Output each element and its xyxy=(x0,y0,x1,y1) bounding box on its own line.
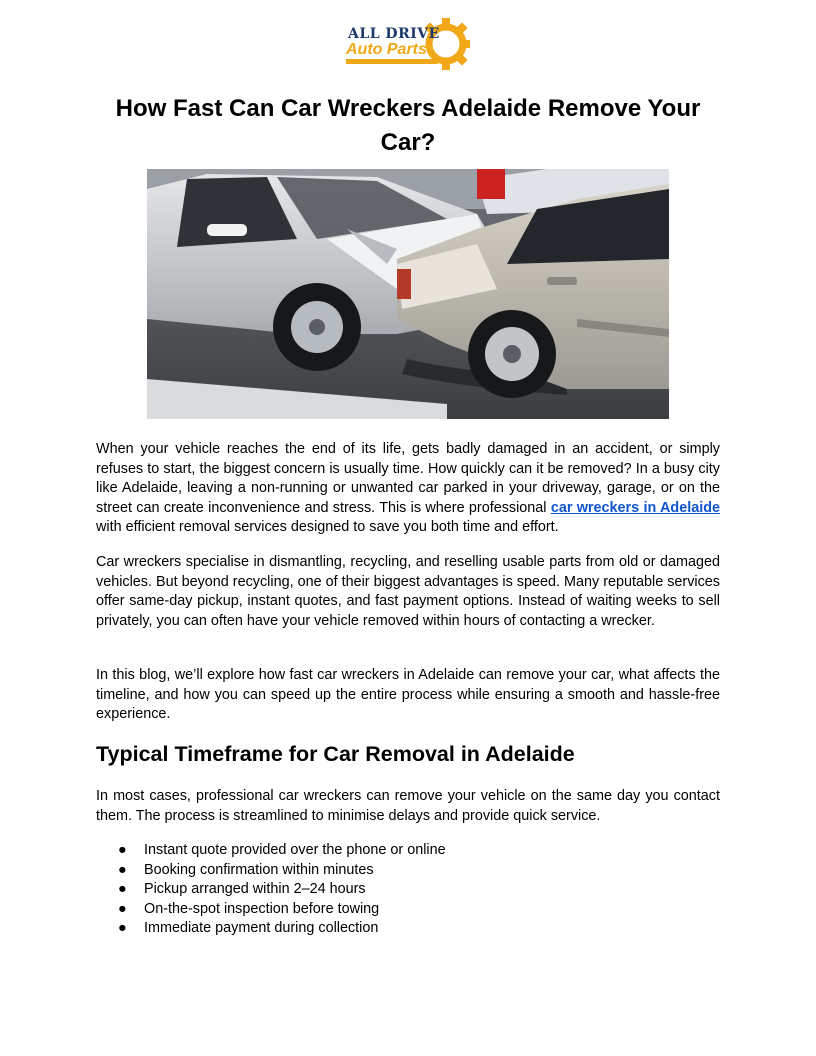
logo-tagline-bar xyxy=(346,59,438,64)
list-item: ● On-the-spot inspection before towing xyxy=(118,900,380,917)
list-item: ● Booking confirmation within minutes xyxy=(118,861,374,878)
section-heading: Typical Timeframe for Car Removal in Adelaide xyxy=(96,742,575,766)
paragraph-3: In this blog, we’ll explore how fast car wreckers in Adelaide can remove your car, what affects the timeline, and how you can speed up the entire process while ensuring a smooth and hassle-free experience. xyxy=(96,667,720,722)
logo-line2: Auto Parts xyxy=(346,41,427,58)
car-wreckers-link[interactable]: car wreckers in Adelaide xyxy=(550,499,720,516)
intro-paragraph: When your vehicle reaches the end of its life, gets badly damaged in an accident, or simply refuses to start, the biggest concern is usually time. How quickly can it be removed? In a busy city like Adelaide, leaving a non-running or unwanted car parked in your driveway, garage, or on the street can create inconvenience and stress. This is where professional car wreckers in Adelaide with efficient removal services designed to save you both time and effort. xyxy=(96,441,720,535)
list-item: ● Pickup arranged within 2–24 hours xyxy=(118,881,366,897)
page-title: How Fast Can Car Wreckers Adelaide Remove Your Car? xyxy=(115,95,701,156)
timeframe-list xyxy=(96,841,446,939)
logo xyxy=(342,12,474,74)
paragraph-2: Car wreckers specialise in dismantling, recycling, and reselling usable parts from old or damaged vehicles. But beyond recycling, one of their biggest advantages is speed. Many reputable services offer same-day pickup, instant quotes, and fast payment options. Instead of waiting weeks to sell privately, you can often have your vehicle removed within hours of contacting a wrecker. xyxy=(96,554,720,629)
paragraph-4: In most cases, professional car wreckers can remove your vehicle on the same day you contact them. The process is streamlined to minimise delays and provide quick service. xyxy=(96,788,720,824)
car-crash-photo xyxy=(147,169,669,419)
list-item: ● Immediate payment during collection xyxy=(118,920,379,936)
logo-line1: ALL DRIVE xyxy=(348,26,440,42)
list-item: ● Instant quote provided over the phone or online xyxy=(118,842,446,858)
